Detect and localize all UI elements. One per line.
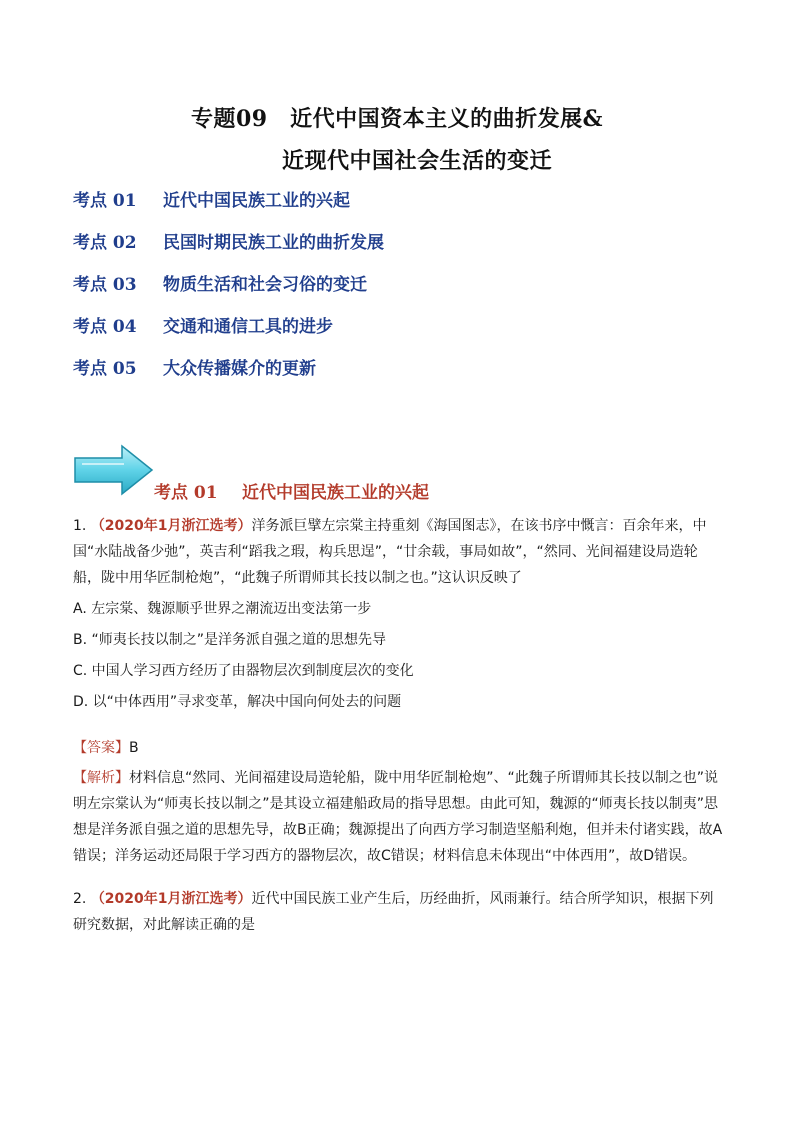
toc-item [73,354,384,396]
section-label: 近代中国民族工业的兴起 [242,483,429,503]
question-2 [73,886,723,938]
toc-item [73,270,384,312]
toc-item [73,312,384,354]
question-index: 1. [73,518,87,534]
right-arrow-icon [72,444,156,496]
question-stem: 洋务派巨擘左宗棠主持重刻《海国图志》，在该书序中慨言：百余年来，中国“水陆战备少弛”，英吉利“蹈我之瑕，构兵思逞”，“廿余载，事局如故”，“然同、光间福建设局造轮船，陇中用华匠制枪炮”，“此魏子所谓师其长技以制之也。”这认识反映了 [73,518,707,586]
toc-item-number: 考点 01 [73,191,137,211]
toc-item [73,228,384,270]
section-number: 考点 01 [154,483,218,503]
option-b: B. “师夷长技以制之”是洋务派自强之道的思想先导 [73,632,387,648]
question-index: 2. [73,891,87,907]
option-d: D. 以“中体西用”寻求变革，解决中国向何处去的问题 [73,694,402,710]
section-title [154,478,429,503]
toc-item-number: 考点 03 [73,275,137,295]
analysis [73,765,723,869]
answer-value: B [129,740,139,756]
toc-item-number: 考点 04 [73,317,137,337]
question-stem: 近代中国民族工业产生后，历经曲折，风雨兼行。结合所学知识，根据下列研究数据，对此解读正确的是 [73,891,714,933]
answer-tag: 【答案】 [73,740,129,756]
toc-item-label: 物质生活和社会习俗的变迁 [163,275,367,295]
page-title-line1: 专题09 近代中国资本主义的曲折发展& [191,106,603,132]
question-1 [73,513,723,715]
toc-item-number: 考点 05 [73,359,137,379]
option-a: A. 左宗棠、魏源顺乎世界之潮流迈出变法第一步 [73,601,372,617]
toc-item [73,186,384,228]
table-of-contents [73,186,384,396]
toc-item-number: 考点 02 [73,233,137,253]
answer [73,735,723,761]
toc-item-label: 大众传播媒介的更新 [163,359,316,379]
option-c: C. 中国人学习西方经历了由器物层次到制度层次的变化 [73,663,414,679]
page-title-line2: 近现代中国社会生活的变迁 [281,148,552,174]
toc-item-label: 交通和通信工具的进步 [163,317,333,337]
analysis-tag: 【解析】 [73,770,129,786]
section-heading [72,440,492,506]
toc-item-label: 民国时期民族工业的曲折发展 [163,233,384,253]
analysis-text: 材料信息“然同、光间福建设局造轮船，陇中用华匠制枪炮”、“此魏子所谓师其长技以制之也”说明左宗棠认为“师夷长技以制之”是其设立福建船政局的指导思想。由此可知，魏源的“师夷长技以制夷”思想是洋务派自强之道的思想先导，故B正确；魏源提出了向西方学习制造坚船利炮，但并未付诸实践，故A错误；洋务运动还局限于学习西方的器物层次，故C错误；材料信息未体现出“中体西用”，故D错误。 [73,770,723,864]
question-source: （2020年1月浙江选考） [90,518,252,534]
toc-item-label: 近代中国民族工业的兴起 [163,191,350,211]
question-source: （2020年1月浙江选考） [90,891,252,907]
